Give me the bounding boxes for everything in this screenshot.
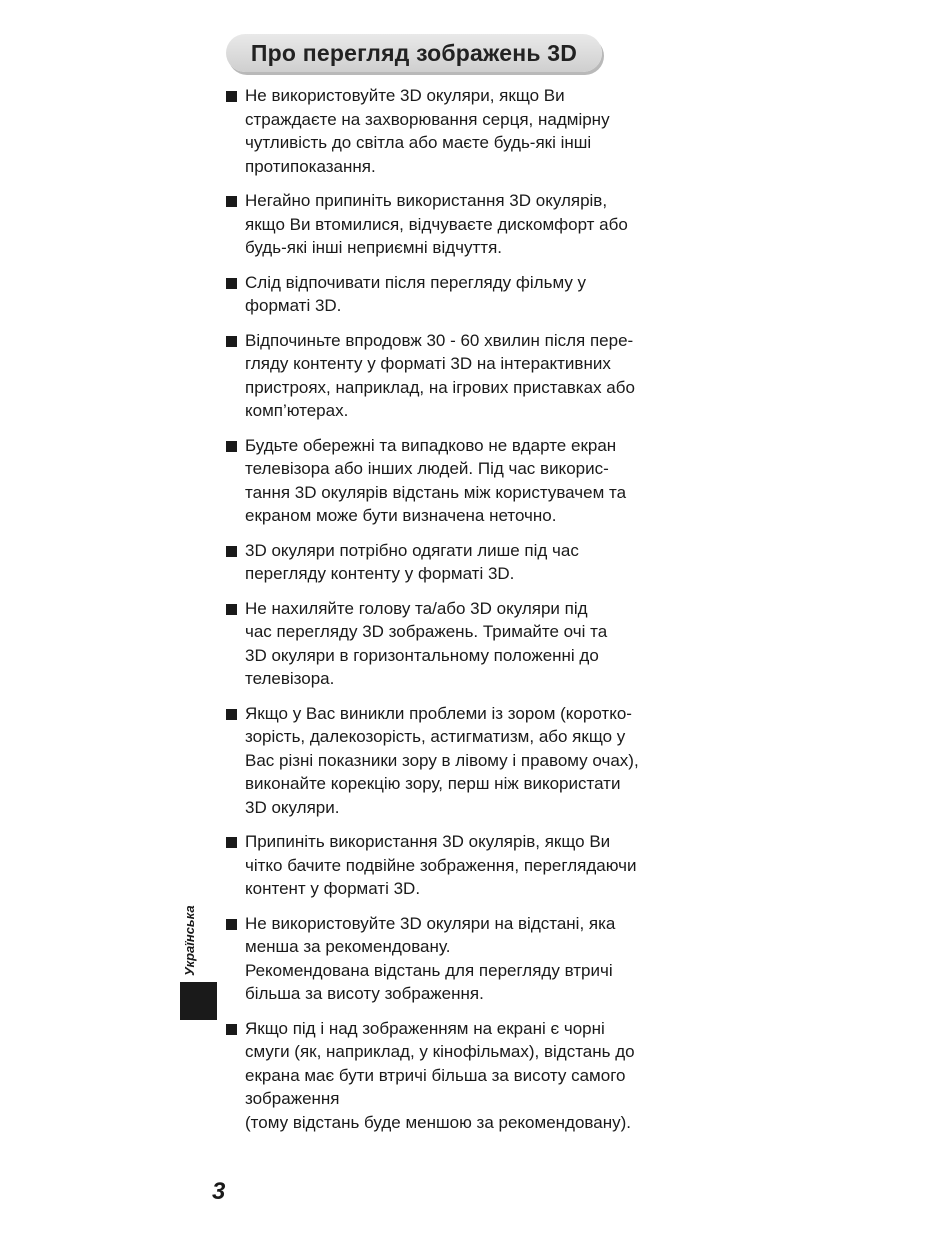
list-item xyxy=(226,597,726,691)
square-bullet-icon xyxy=(226,919,237,930)
list-item-text: Якщо у Вас виникли проблеми із зором (коротко- зорість, далекозорість, астигматизм, або якщо у Вас різні показники зору в лівому і правому очах), виконайте корекцію зору, перш ніж використати 3D окуляри. xyxy=(245,703,639,817)
list-item-text: 3D окуляри потрібно одягати лише під час перегляду контенту у форматі 3D. xyxy=(245,540,579,583)
list-item xyxy=(226,434,726,528)
list-item-text: Будьте обережні та випадково не вдарте екран телевізора або інших людей. Під час викорис- тання 3D окулярів відстань між користувачем та екраном може бути визначена неточно. xyxy=(245,435,627,525)
list-item xyxy=(226,912,726,1006)
list-item-text: Не використовуйте 3D окуляри, якщо Ви страждаєте на захворювання серця, надмірну чутливість до світла або маєте будь-які інші протипоказання. xyxy=(245,86,610,176)
list-item-text: Якщо під і над зображенням на екрані є чорні смуги (як, наприклад, у кінофільмах), відстань до екрана має бути втричі більша за висоту самого зображення (тому відстань буде меншою за рекомендовану). xyxy=(245,1018,635,1132)
list-item xyxy=(226,702,726,820)
list-item xyxy=(226,329,726,423)
square-bullet-icon xyxy=(226,604,237,615)
square-bullet-icon xyxy=(226,837,237,848)
list-item-text: Не використовуйте 3D окуляри на відстані, яка менша за рекомендовану. Рекомендована відстань для перегляду втричі більша за висоту зображення. xyxy=(245,913,616,1003)
page-number: 3 xyxy=(212,1178,226,1205)
list-item-text: Не нахиляйте голову та/або 3D окуляри під час перегляду 3D зображень. Тримайте очі та 3D окуляри в горизонтальному положенні до телевізора. xyxy=(245,598,608,688)
section-title: Про перегляд зображень 3D xyxy=(250,39,578,66)
square-bullet-icon xyxy=(226,91,237,102)
list-item-text: Відпочиньте впродовж 30 - 60 хвилин після пере- гляду контенту у форматі 3D на інтерактивних пристроях, наприклад, на ігрових приставках або комп’ютерах. xyxy=(245,330,635,420)
list-item xyxy=(226,830,726,901)
square-bullet-icon xyxy=(226,278,237,289)
list-item-text: Припиніть використання 3D окулярів, якщо Ви чітко бачите подвійне зображення, переглядаючи контент у форматі 3D. xyxy=(245,832,637,898)
list-item-text: Негайно припиніть використання 3D окулярів, якщо Ви втомилися, відчуваєте дискомфорт або будь-які інші неприємні відчуття. xyxy=(245,191,628,257)
list-item xyxy=(226,539,726,586)
list-item xyxy=(226,1017,726,1135)
square-bullet-icon xyxy=(226,196,237,207)
list-item xyxy=(226,189,726,260)
list-item-text: Слід відпочивати після перегляду фільму у форматі 3D. xyxy=(245,272,587,315)
square-bullet-icon xyxy=(226,336,237,347)
language-side-label: Українська xyxy=(182,905,197,976)
square-bullet-icon xyxy=(226,546,237,557)
section-title-pill xyxy=(226,34,602,72)
square-bullet-icon xyxy=(226,1024,237,1035)
list-item xyxy=(226,84,726,178)
list-item xyxy=(226,271,726,318)
bullet-list xyxy=(226,84,726,1145)
language-side-tab-marker xyxy=(180,982,217,1020)
square-bullet-icon xyxy=(226,709,237,720)
square-bullet-icon xyxy=(226,441,237,452)
